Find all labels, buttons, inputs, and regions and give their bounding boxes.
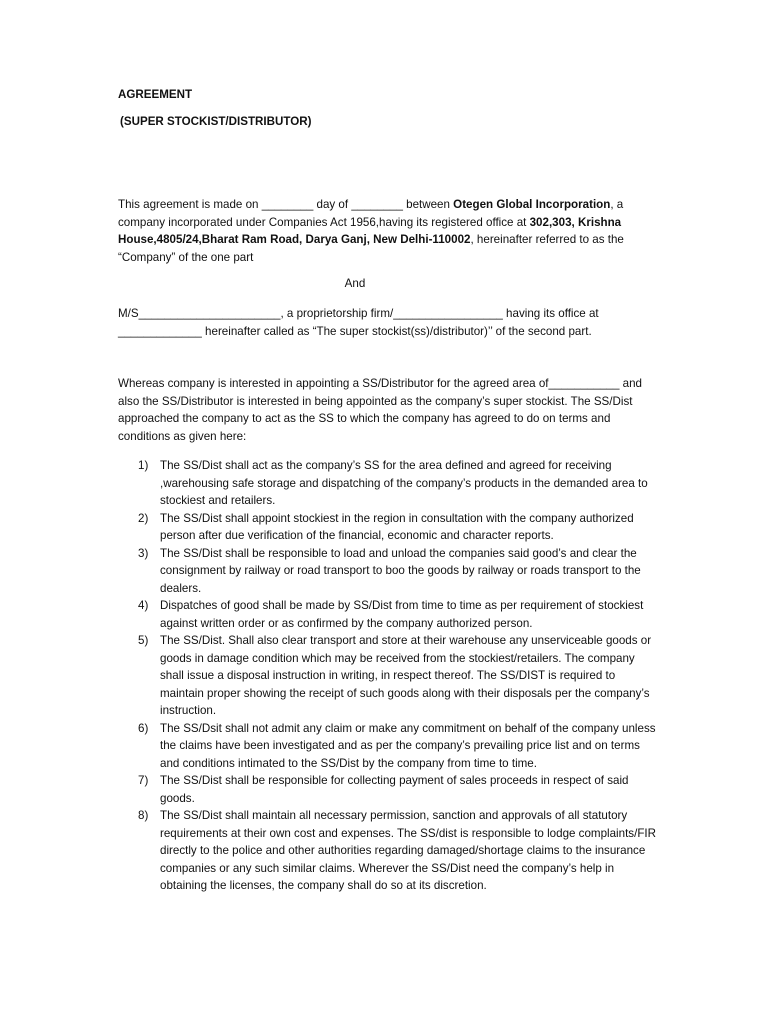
clause-item [118,597,658,632]
clause-text: The SS/Dsit shall not admit any claim or make any commitment on behalf of the company unless the claims have been investigated and as per the company’s prevailing price list and on terms and conditions intimated to the SS/Dist by the company from time to time. [160,721,656,770]
clause-text: The SS/Dist shall appoint stockiest in the region in consultation with the company authorized person after due verification of the financial, economic and character reports. [160,511,634,542]
second-party-paragraph: M/S______________________, a proprietorship firm/_________________ having its office at _____________ hereinafter called as “The super stockist(ss)/distributor)’’ of the second part. [118,307,599,338]
and-separator: And [344,277,366,290]
clause-number: 1) [138,459,149,472]
intro-paragraph [118,196,658,266]
clause-item [118,807,658,895]
clauses-list [118,457,658,895]
clause-text: The SS/Dist shall act as the company’s SS for the area defined and agreed for receiving ,warehousing safe storage and dispatching of the company’s products in the demanded area to stockiest and retailers. [160,459,648,507]
intro-text-1: This agreement is made on ________ day of ________ between [118,198,454,211]
clause-text: The SS/Dist. Shall also clear transport and store at their warehouse any unserviceable goods or goods in damage condition which may be received from the stockiest/retailers. The company shall issue a disposal instruction in writing, in respect thereof. The SS/DIST is required to maintain proper showing the receipt of such goods along with their disposals per the company’s instruction. [160,634,652,717]
clause-text: The SS/Dist shall maintain all necessary permission, sanction and approvals of all statutory requirements at their own cost and expenses. The SS/dist is responsible to lodge complaints/FIR directly to the police and other authorities regarding damaged/shortage claims to the insurance companies or any such similar claims. Wherever the SS/Dist need the company’s help in obtaining the licenses, the company shall do so at its discretion. [160,809,656,892]
company-address: 302,303, Krishna House,4805/24,Bharat Ram Road, Darya Ganj, New Delhi-110002 [118,215,622,246]
clause-text: The SS/Dist shall be responsible to load and unload the companies said good’s and clear the consignment by railway or road transport to boo the goods by railway or roads transport to the dealers. [160,546,641,595]
clause-item [118,545,658,598]
clause-item [118,457,658,510]
company-name: Otegen Global Incorporation [453,198,611,211]
intro-text-3: , hereinafter referred to as the “Company” of the one part [118,233,624,264]
clause-number: 7) [138,774,149,787]
clause-item [118,510,658,545]
document-subtitle: (SUPER STOCKIST/DISTRIBUTOR) [120,115,312,128]
clause-number: 8) [138,809,149,822]
clause-item [118,720,658,773]
clause-item [118,632,658,720]
intro-text-2: , a company incorporated under Companies Act 1956,having its registered office at [118,198,624,229]
clause-number: 6) [138,721,149,735]
whereas-paragraph: Whereas company is interested in appointing a SS/Distributor for the agreed area of___________ and also the SS/Distributor is interested in being appointed as the company’s super stockist. The SS/Dist approached the company to act as the SS to which the company has agreed to do on terms and conditions as given here: [118,377,642,443]
clause-number: 3) [138,546,149,560]
clause-text: The SS/Dist shall be responsible for collecting payment of sales proceeds in respect of said goods. [160,774,629,805]
clause-number: 2) [138,511,149,525]
clause-number: 4) [138,599,149,612]
clause-item [118,772,658,807]
document-title: AGREEMENT [118,88,193,101]
clause-text: Dispatches of good shall be made by SS/Dist from time to time as per requirement of stockiest against written order or as confirmed by the company authorized person. [160,599,644,630]
clause-number: 5) [138,634,149,647]
